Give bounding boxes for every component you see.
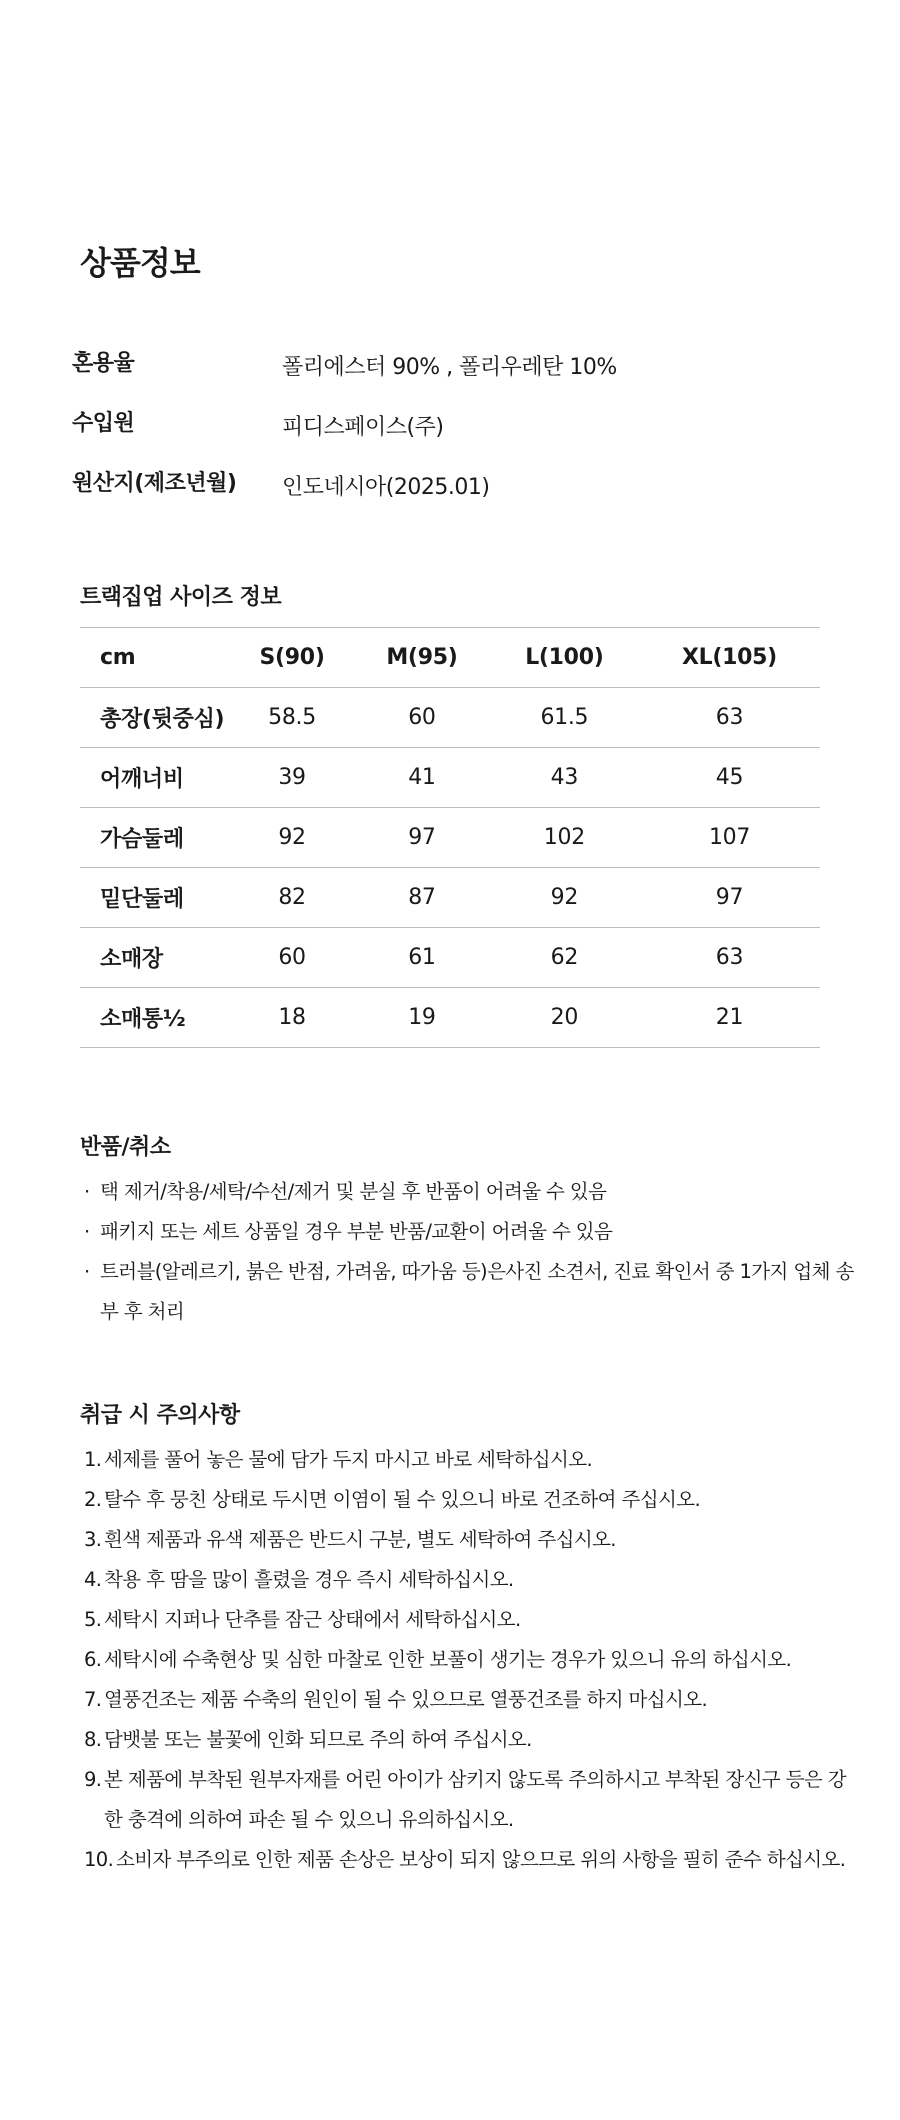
size-section-title: 트랙집업 사이즈 정보 — [80, 585, 282, 610]
row-label: 가슴둘레 — [80, 808, 230, 868]
list-item — [84, 1440, 864, 1480]
table-header-cell: cm — [80, 628, 230, 688]
table-cell: 63 — [639, 928, 820, 988]
table-cell: 92 — [490, 868, 639, 928]
list-item-text: 열풍건조는 제품 수축의 원인이 될 수 있으므로 열풍건조를 하지 마십시오. — [104, 1688, 708, 1711]
info-row-importer — [72, 406, 832, 446]
list-item — [84, 1520, 864, 1560]
row-label: 밑단둘레 — [80, 868, 230, 928]
list-item-text: 패키지 또는 세트 상품일 경우 부분 반품/교환이 어려울 수 있음 — [100, 1220, 613, 1243]
list-item — [84, 1172, 864, 1212]
table-cell: 18 — [230, 988, 354, 1048]
item-number: 7. — [84, 1688, 102, 1711]
list-item — [84, 1680, 864, 1720]
size-table — [80, 627, 820, 1048]
item-number: 8. — [84, 1728, 102, 1751]
table-cell: 21 — [639, 988, 820, 1048]
table-cell: 87 — [354, 868, 490, 928]
list-item — [84, 1560, 864, 1600]
list-item — [84, 1252, 864, 1332]
table-cell: 97 — [354, 808, 490, 868]
list-item — [84, 1212, 864, 1252]
row-label: 소매통½ — [80, 988, 230, 1048]
list-item — [84, 1480, 864, 1520]
table-cell: 45 — [639, 748, 820, 808]
info-label: 수입원 — [72, 411, 135, 436]
table-cell: 62 — [490, 928, 639, 988]
table-cell: 63 — [639, 688, 820, 748]
list-item-text: 착용 후 땀을 많이 흘렸을 경우 즉시 세탁하십시오. — [104, 1568, 514, 1591]
info-row-origin — [72, 466, 832, 506]
list-item — [84, 1640, 864, 1680]
list-item-text: 본 제품에 부착된 원부자재를 어린 아이가 삼키지 않도록 주의하시고 부착된 장신구 등은 강한 충격에 의하여 파손 될 수 있으니 유의하십시오. — [104, 1768, 846, 1831]
table-row — [80, 688, 820, 748]
item-number: 10. — [84, 1848, 114, 1871]
info-row-material — [72, 346, 832, 386]
table-header-cell: XL(105) — [639, 628, 820, 688]
info-value: 폴리에스터 90% , 폴리우레탄 10% — [282, 355, 617, 380]
returns-list — [84, 1172, 864, 1332]
list-item — [84, 1600, 864, 1640]
list-item-text: 세탁시에 수축현상 및 심한 마찰로 인한 보풀이 생기는 경우가 있으니 유의 하십시오. — [104, 1648, 792, 1671]
table-row — [80, 928, 820, 988]
list-item-text: 탈수 후 뭉친 상태로 두시면 이염이 될 수 있으니 바로 건조하여 주십시오. — [104, 1488, 701, 1511]
item-number: 5. — [84, 1608, 102, 1631]
info-label: 원산지(제조년월) — [72, 471, 237, 496]
bullet-mark: · — [84, 1260, 90, 1283]
list-item-text: 담뱃불 또는 불꽃에 인화 되므로 주의 하여 주십시오. — [104, 1728, 532, 1751]
bullet-mark: · — [84, 1180, 90, 1203]
list-item — [84, 1840, 864, 1880]
table-cell: 41 — [354, 748, 490, 808]
list-item-text: 세탁시 지퍼나 단추를 잠근 상태에서 세탁하십시오. — [104, 1608, 521, 1631]
table-row — [80, 868, 820, 928]
row-label: 소매장 — [80, 928, 230, 988]
item-number: 9. — [84, 1768, 102, 1791]
table-cell: 61 — [354, 928, 490, 988]
table-row — [80, 808, 820, 868]
list-item-text: 흰색 제품과 유색 제품은 반드시 구분, 별도 세탁하여 주십시오. — [104, 1528, 616, 1551]
table-cell: 60 — [354, 688, 490, 748]
table-cell: 20 — [490, 988, 639, 1048]
list-item-text: 트러블(알레르기, 붉은 반점, 가려움, 따가움 등)은사진 소견서, 진료 확인서 중 1가지 업체 송부 후 처리 — [100, 1260, 854, 1323]
table-cell: 82 — [230, 868, 354, 928]
row-label: 어깨너비 — [80, 748, 230, 808]
table-row — [80, 988, 820, 1048]
table-row — [80, 748, 820, 808]
table-cell: 19 — [354, 988, 490, 1048]
item-number: 4. — [84, 1568, 102, 1591]
table-header-cell: M(95) — [354, 628, 490, 688]
list-item-text: 택 제거/착용/세탁/수선/제거 및 분실 후 반품이 어려울 수 있음 — [100, 1180, 607, 1203]
item-number: 3. — [84, 1528, 102, 1551]
table-cell: 107 — [639, 808, 820, 868]
table-cell: 60 — [230, 928, 354, 988]
table-cell: 43 — [490, 748, 639, 808]
returns-section-title: 반품/취소 — [80, 1135, 171, 1160]
table-cell: 39 — [230, 748, 354, 808]
page-title: 상품정보 — [80, 244, 200, 282]
info-value: 피디스페이스(주) — [282, 415, 444, 440]
list-item-text: 소비자 부주의로 인한 제품 손상은 보상이 되지 않으므로 위의 사항을 필히 준수 하십시오. — [116, 1848, 846, 1871]
table-cell: 97 — [639, 868, 820, 928]
table-header-cell: S(90) — [230, 628, 354, 688]
bullet-mark: · — [84, 1220, 90, 1243]
table-cell: 92 — [230, 808, 354, 868]
table-header-row — [80, 628, 820, 688]
list-item — [84, 1760, 864, 1840]
table-cell: 61.5 — [490, 688, 639, 748]
item-number: 6. — [84, 1648, 102, 1671]
care-section-title: 취급 시 주의사항 — [80, 1403, 240, 1428]
item-number: 1. — [84, 1448, 102, 1471]
care-list — [84, 1440, 864, 1880]
list-item-text: 세제를 풀어 놓은 물에 담가 두지 마시고 바로 세탁하십시오. — [104, 1448, 593, 1471]
list-item — [84, 1720, 864, 1760]
item-number: 2. — [84, 1488, 102, 1511]
table-header-cell: L(100) — [490, 628, 639, 688]
table-cell: 102 — [490, 808, 639, 868]
row-label: 총장(뒷중심) — [80, 688, 230, 748]
info-value: 인도네시아(2025.01) — [282, 475, 490, 500]
info-label: 혼용율 — [72, 351, 135, 376]
table-cell: 58.5 — [230, 688, 354, 748]
